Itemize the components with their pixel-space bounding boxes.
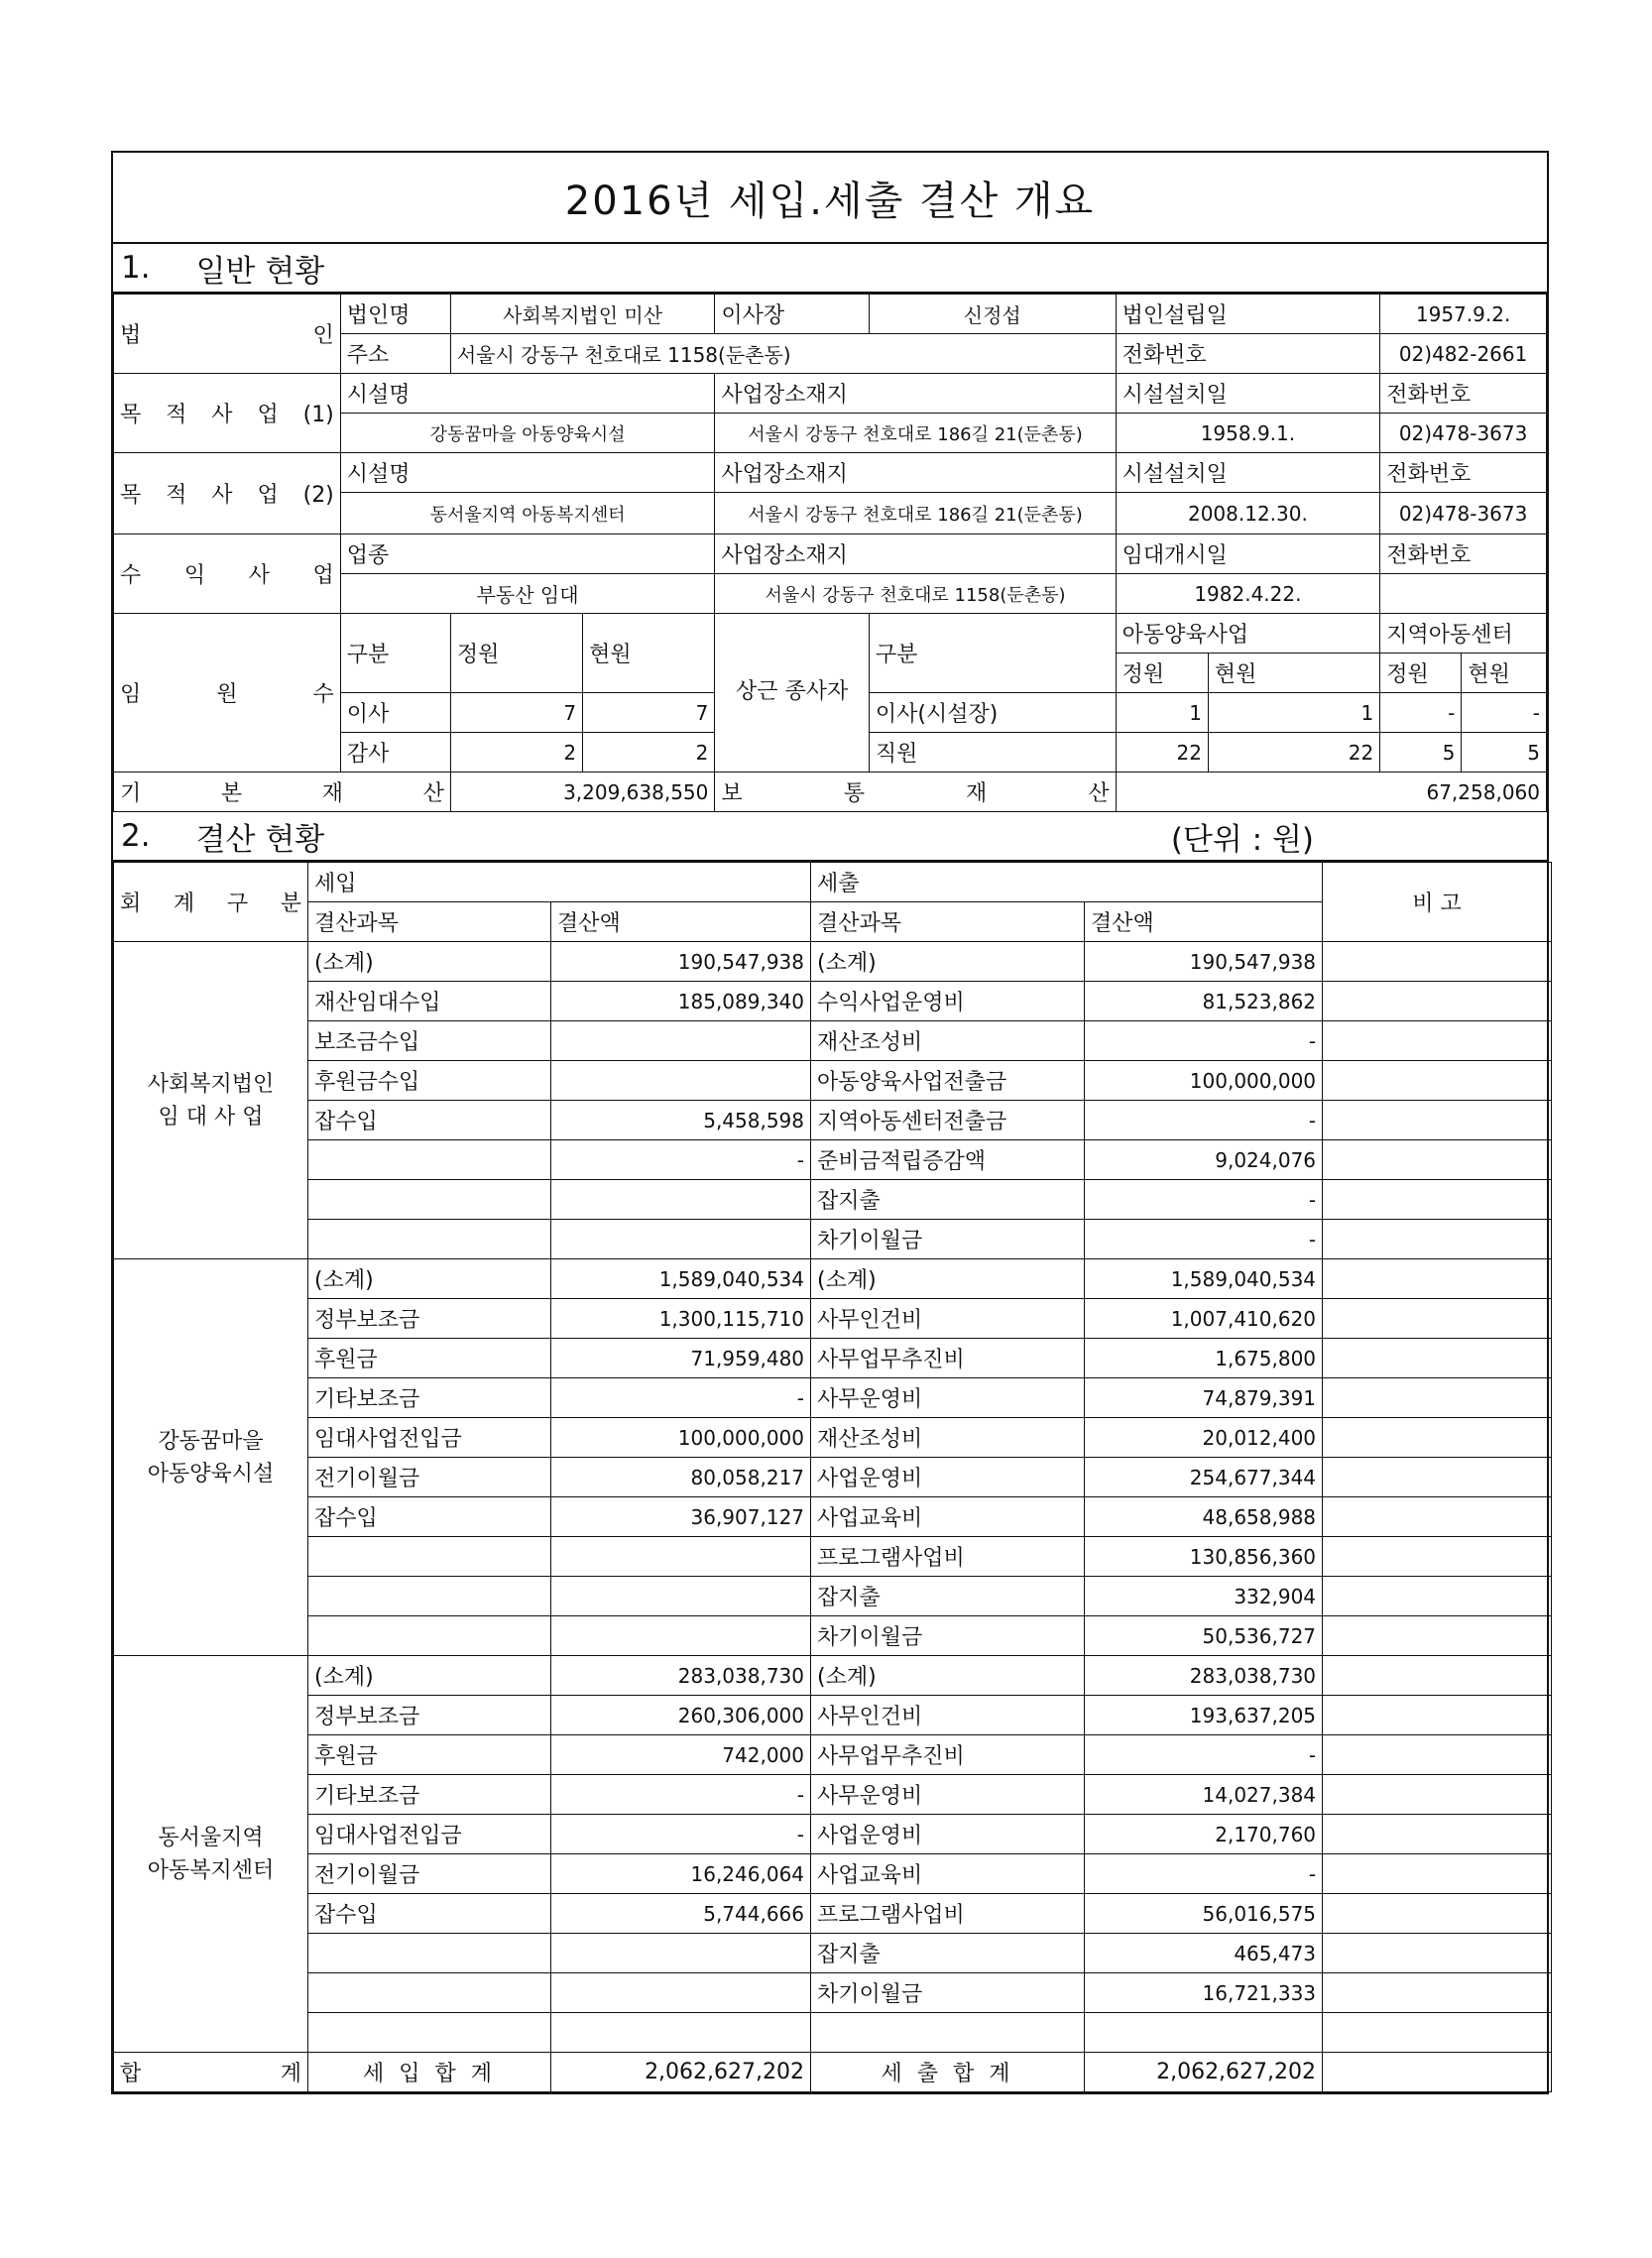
ledger-row (114, 1220, 1552, 1259)
revenue-subject: 잡수입 (308, 1497, 551, 1537)
staff-row2-fac1-current: 22 (1208, 733, 1379, 772)
expense-amount: 2,170,760 (1085, 1815, 1323, 1854)
note-cell (1323, 1259, 1552, 1299)
staff-row2-fac1-quota: 22 (1116, 733, 1208, 772)
expense-subject: 사무운영비 (811, 1378, 1085, 1418)
note-cell (1323, 982, 1552, 1021)
account-group-name-line1: 동서울지역 (158, 1825, 264, 1850)
expense-amount: 100,000,000 (1085, 1061, 1323, 1101)
unit-label: (단위 : 원) (1170, 821, 1314, 858)
basic-assets-value: 3,209,638,550 (450, 772, 715, 812)
ledger-row (114, 1458, 1552, 1497)
ledger-row (114, 1537, 1552, 1577)
revenue-amount: 5,744,666 (551, 1894, 811, 1934)
staff-row2-fac2-current: 5 (1462, 733, 1547, 772)
purpose1-phone-header: 전화번호 (1380, 374, 1547, 414)
note-cell (1323, 1497, 1552, 1537)
note-cell (1323, 1854, 1552, 1894)
purpose2-phone: 02)478-3673 (1380, 493, 1547, 535)
ledger-row (114, 1973, 1552, 2013)
expense-amount: 81,523,862 (1085, 982, 1323, 1021)
note-cell (1323, 1934, 1552, 1973)
revenue-amount: 1,589,040,534 (551, 1259, 811, 1299)
note-cell (1323, 1616, 1552, 1656)
basic-assets-label: 기 본 재 산 (114, 772, 451, 812)
expense-subject: 차기이월금 (811, 1220, 1085, 1259)
note-cell (1323, 1140, 1552, 1180)
expense-subject: 잡지출 (811, 1180, 1085, 1220)
purpose2-facility-name: 동서울지역 아동복지센터 (340, 493, 715, 535)
expense-subject (811, 2013, 1085, 2053)
purpose1-install-date: 1958.9.1. (1116, 414, 1380, 453)
purpose2-location: 서울시 강동구 천호대로 186길 21(둔촌동) (715, 493, 1116, 535)
revenue-subject: 기타보조금 (308, 1775, 551, 1815)
revenue-subject: (소계) (308, 1259, 551, 1299)
section-number: 1. (121, 250, 151, 286)
officers-label: 임 원 수 (114, 614, 341, 772)
ordinary-assets-value: 67,258,060 (1116, 772, 1546, 812)
revenue-total-label: 세 입 합 계 (308, 2053, 551, 2092)
revenue-amount: 100,000,000 (551, 1418, 811, 1458)
purpose1-phone: 02)478-3673 (1380, 414, 1547, 453)
purpose2-phone-header: 전화번호 (1380, 453, 1547, 493)
note-cell (1323, 1775, 1552, 1815)
ledger-row (114, 1616, 1552, 1656)
revenue-subject (308, 1973, 551, 2013)
revenue-amount: - (551, 1815, 811, 1854)
staff-row1-label: 이사(시설장) (869, 693, 1116, 733)
expense-subject: 차기이월금 (811, 1616, 1085, 1656)
section-settlement-heading (113, 812, 1547, 862)
expense-amount: 465,473 (1085, 1934, 1323, 1973)
expense-subject: 사업교육비 (811, 1497, 1085, 1537)
officers-row1-quota: 7 (450, 693, 582, 733)
note-cell (1323, 1180, 1552, 1220)
officers-row2-label: 감사 (340, 733, 450, 772)
ledger-row (114, 1180, 1552, 1220)
revenue-subject: 잡수입 (308, 1101, 551, 1140)
note-cell (1323, 1458, 1552, 1497)
revenue-subject: 전기이월금 (308, 1854, 551, 1894)
settlement-ledger (113, 862, 1552, 2092)
expense-amount (1085, 2013, 1323, 2053)
expense-amount: 254,677,344 (1085, 1458, 1323, 1497)
revenue-amount (551, 1616, 811, 1656)
corp-phone: 02)482-2661 (1380, 334, 1547, 374)
revenue-amount: 260,306,000 (551, 1696, 811, 1735)
ledger-row (114, 2013, 1552, 2053)
expense-amount: 16,721,333 (1085, 1973, 1323, 2013)
ledger-row (114, 1577, 1552, 1616)
corp-director-label: 이사장 (715, 295, 869, 334)
revenue-subject: 재산임대수입 (308, 982, 551, 1021)
revenue-subject (308, 1140, 551, 1180)
officers-gubun-header: 구분 (340, 614, 450, 693)
ledger-row (114, 1894, 1552, 1934)
expense-amount: 283,038,730 (1085, 1656, 1323, 1696)
ledger-row (114, 1259, 1552, 1299)
profit-phone-header: 전화번호 (1380, 535, 1547, 574)
staff-facility2-header: 지역아동센터 (1380, 614, 1547, 654)
ledger-row (114, 1656, 1552, 1696)
ledger-row (114, 1934, 1552, 1973)
purpose1-location: 서울시 강동구 천호대로 186길 21(둔촌동) (715, 414, 1116, 453)
profit-location-header: 사업장소재지 (715, 535, 1116, 574)
revenue-amount: 5,458,598 (551, 1101, 811, 1140)
note-header: 비 고 (1323, 863, 1552, 942)
expense-amount-header: 결산액 (1085, 902, 1323, 942)
expense-subject: 재산조성비 (811, 1021, 1085, 1061)
revenue-amount: 190,547,938 (551, 942, 811, 982)
expense-amount: 190,547,938 (1085, 942, 1323, 982)
purpose1-name-header: 시설명 (340, 374, 715, 414)
account-group-name (114, 942, 308, 1259)
expense-subject: 프로그램사업비 (811, 1894, 1085, 1934)
ledger-row (114, 1854, 1552, 1894)
expense-amount: 332,904 (1085, 1577, 1323, 1616)
expense-amount: 14,027,384 (1085, 1775, 1323, 1815)
expense-amount: - (1085, 1854, 1323, 1894)
ledger-row (114, 1140, 1552, 1180)
note-cell (1323, 942, 1552, 982)
note-cell (1323, 1973, 1552, 2013)
note-cell (1323, 1696, 1552, 1735)
ledger-row (114, 1775, 1552, 1815)
expense-subject: 수익사업운영비 (811, 982, 1085, 1021)
purpose1-label: 목 적 사 업 (1) (114, 374, 341, 453)
total-note (1323, 2053, 1552, 2092)
revenue-total: 2,062,627,202 (551, 2053, 811, 2092)
expense-amount: - (1085, 1180, 1323, 1220)
ledger-row (114, 1061, 1552, 1101)
general-status-table (113, 294, 1547, 812)
purpose2-date-header: 시설설치일 (1116, 453, 1380, 493)
purpose1-location-header: 사업장소재지 (715, 374, 1116, 414)
profit-start-date: 1982.4.22. (1116, 574, 1380, 614)
revenue-amount: 1,300,115,710 (551, 1299, 811, 1339)
expense-amount: 1,589,040,534 (1085, 1259, 1323, 1299)
expense-subject: (소계) (811, 942, 1085, 982)
expense-total-label: 세 출 합 계 (811, 2053, 1085, 2092)
note-cell (1323, 1061, 1552, 1101)
profit-business-type: 부동산 임대 (340, 574, 715, 614)
officers-quota-header: 정원 (450, 614, 582, 693)
expense-amount: 1,675,800 (1085, 1339, 1323, 1378)
revenue-amount (551, 1973, 811, 2013)
ledger-row (114, 1339, 1552, 1378)
expense-subject: 사무업무추진비 (811, 1339, 1085, 1378)
ledger-row (114, 1378, 1552, 1418)
ledger-row (114, 1497, 1552, 1537)
grand-total-label: 합 계 (114, 2053, 308, 2092)
section-general-heading (113, 244, 1547, 294)
revenue-amount: 36,907,127 (551, 1497, 811, 1537)
revenue-amount: 71,959,480 (551, 1339, 811, 1378)
corp-phone-label: 전화번호 (1116, 334, 1380, 374)
ledger-row (114, 942, 1552, 982)
expense-amount: 74,879,391 (1085, 1378, 1323, 1418)
note-cell (1323, 1299, 1552, 1339)
revenue-subject (308, 1220, 551, 1259)
officers-row2-quota: 2 (450, 733, 582, 772)
purpose2-install-date: 2008.12.30. (1116, 493, 1380, 535)
revenue-subject: 임대사업전입금 (308, 1815, 551, 1854)
revenue-subject: 보조금수입 (308, 1021, 551, 1061)
purpose1-date-header: 시설설치일 (1116, 374, 1380, 414)
staff-fac1-quota-header: 정원 (1116, 654, 1208, 693)
expense-subject: 사무운영비 (811, 1775, 1085, 1815)
purpose2-name-header: 시설명 (340, 453, 715, 493)
note-cell (1323, 1101, 1552, 1140)
profit-type-header: 업종 (340, 535, 715, 574)
officers-row1-label: 이사 (340, 693, 450, 733)
revenue-amount: 283,038,730 (551, 1656, 811, 1696)
expense-subject: 재산조성비 (811, 1418, 1085, 1458)
revenue-amount: 742,000 (551, 1735, 811, 1775)
ledger-row (114, 1021, 1552, 1061)
revenue-subject: 정부보조금 (308, 1696, 551, 1735)
staff-facility1-header: 아동양육사업 (1116, 614, 1380, 654)
note-cell (1323, 1656, 1552, 1696)
ledger-row (114, 1815, 1552, 1854)
expense-amount: 48,658,988 (1085, 1497, 1323, 1537)
corp-addr-label: 주소 (340, 334, 450, 374)
note-cell (1323, 1220, 1552, 1259)
account-group-name (114, 1656, 308, 2053)
revenue-amount (551, 1537, 811, 1577)
staff-row2-label: 직원 (869, 733, 1116, 772)
account-group-name-line2: 아동양육시설 (147, 1461, 275, 1486)
expense-amount: 9,024,076 (1085, 1140, 1323, 1180)
revenue-subject: 정부보조금 (308, 1299, 551, 1339)
expense-subject: (소계) (811, 1656, 1085, 1696)
staff-label: 상근 종사자 (715, 614, 869, 772)
expense-amount: 130,856,360 (1085, 1537, 1323, 1577)
account-group-name-line2: 아동복지센터 (147, 1857, 275, 1883)
account-group-name-line1: 사회복지법인 (147, 1071, 275, 1097)
purpose2-location-header: 사업장소재지 (715, 453, 1116, 493)
revenue-subject-header: 결산과목 (308, 902, 551, 942)
revenue-amount: 16,246,064 (551, 1854, 811, 1894)
expense-amount: - (1085, 1735, 1323, 1775)
revenue-amount: 80,058,217 (551, 1458, 811, 1497)
profit-location: 서울시 강동구 천호대로 1158(둔촌동) (715, 574, 1116, 614)
revenue-subject (308, 1577, 551, 1616)
revenue-amount (551, 1021, 811, 1061)
ledger-row (114, 1299, 1552, 1339)
ledger-row (114, 1101, 1552, 1140)
corp-established-label: 법인설립일 (1116, 295, 1380, 334)
corp-director: 신정섭 (869, 295, 1116, 334)
expense-amount: 56,016,575 (1085, 1894, 1323, 1934)
revenue-amount: - (551, 1378, 811, 1418)
corp-address: 서울시 강동구 천호대로 1158(둔촌동) (450, 334, 1116, 374)
expense-subject: (소계) (811, 1259, 1085, 1299)
note-cell (1323, 2013, 1552, 2053)
revenue-amount: - (551, 1140, 811, 1180)
document-title: 2016년 세입.세출 결산 개요 (113, 153, 1547, 244)
expense-amount: 50,536,727 (1085, 1616, 1323, 1656)
revenue-subject: (소계) (308, 942, 551, 982)
revenue-subject (308, 1537, 551, 1577)
revenue-subject: 후원금 (308, 1735, 551, 1775)
expense-amount: - (1085, 1101, 1323, 1140)
account-group-name-line2: 임 대 사 업 (158, 1104, 264, 1129)
revenue-subject: (소계) (308, 1656, 551, 1696)
profit-label: 수 익 사 업 (114, 535, 341, 614)
expense-subject: 사업교육비 (811, 1854, 1085, 1894)
revenue-amount (551, 1061, 811, 1101)
revenue-subject (308, 1616, 551, 1656)
expense-subject: 차기이월금 (811, 1973, 1085, 2013)
staff-fac2-current-header: 현원 (1462, 654, 1547, 693)
revenue-header: 세입 (308, 863, 811, 902)
revenue-subject (308, 1934, 551, 1973)
revenue-amount (551, 1180, 811, 1220)
revenue-amount (551, 1220, 811, 1259)
expense-amount: - (1085, 1220, 1323, 1259)
expense-subject: 잡지출 (811, 1934, 1085, 1973)
profit-date-header: 임대개시일 (1116, 535, 1380, 574)
note-cell (1323, 1339, 1552, 1378)
revenue-subject (308, 2013, 551, 2053)
expense-header: 세출 (811, 863, 1323, 902)
account-group-name-line1: 강동꿈마을 (158, 1428, 264, 1454)
ledger-row (114, 1418, 1552, 1458)
settlement-sheet (111, 151, 1549, 2094)
purpose1-facility-name: 강동꿈마을 아동양육시설 (340, 414, 715, 453)
staff-row2-fac2-quota: 5 (1380, 733, 1462, 772)
officers-current-header: 현원 (583, 614, 715, 693)
expense-subject: 준비금적립증감액 (811, 1140, 1085, 1180)
note-cell (1323, 1021, 1552, 1061)
revenue-subject: 임대사업전입금 (308, 1418, 551, 1458)
revenue-amount (551, 1577, 811, 1616)
expense-subject: 지역아동센터전출금 (811, 1101, 1085, 1140)
staff-row1-fac2-current: - (1462, 693, 1547, 733)
revenue-subject: 기타보조금 (308, 1378, 551, 1418)
profit-phone (1380, 574, 1547, 614)
note-cell (1323, 1815, 1552, 1854)
section-label: 결산 현황 (195, 821, 325, 858)
expense-amount: - (1085, 1021, 1323, 1061)
expense-subject: 사업운영비 (811, 1458, 1085, 1497)
staff-fac2-quota-header: 정원 (1380, 654, 1462, 693)
staff-fac1-current-header: 현원 (1208, 654, 1379, 693)
revenue-amount: 185,089,340 (551, 982, 811, 1021)
expense-subject: 잡지출 (811, 1577, 1085, 1616)
officers-row2-current: 2 (583, 733, 715, 772)
note-cell (1323, 1894, 1552, 1934)
staff-row1-fac2-quota: - (1380, 693, 1462, 733)
revenue-subject: 잡수입 (308, 1894, 551, 1934)
revenue-subject: 후원금 (308, 1339, 551, 1378)
revenue-subject (308, 1180, 551, 1220)
section-label: 일반 현황 (195, 253, 325, 290)
corp-group-label: 법 인 (114, 295, 341, 374)
corp-name: 사회복지법인 미산 (450, 295, 715, 334)
expense-amount: 193,637,205 (1085, 1696, 1323, 1735)
staff-gubun-header: 구분 (869, 614, 1116, 693)
expense-subject: 사무업무추진비 (811, 1735, 1085, 1775)
ledger-row (114, 1735, 1552, 1775)
account-category-header: 회 계 구 분 (114, 863, 308, 942)
note-cell (1323, 1378, 1552, 1418)
revenue-subject: 전기이월금 (308, 1458, 551, 1497)
staff-row1-fac1-quota: 1 (1116, 693, 1208, 733)
expense-amount: 1,007,410,620 (1085, 1299, 1323, 1339)
corp-name-label: 법인명 (340, 295, 450, 334)
section-number: 2. (121, 818, 151, 854)
officers-row1-current: 7 (583, 693, 715, 733)
purpose2-label: 목 적 사 업 (2) (114, 453, 341, 535)
expense-amount: 20,012,400 (1085, 1418, 1323, 1458)
expense-subject: 프로그램사업비 (811, 1537, 1085, 1577)
revenue-amount (551, 2013, 811, 2053)
note-cell (1323, 1418, 1552, 1458)
revenue-amount (551, 1934, 811, 1973)
corp-established: 1957.9.2. (1380, 295, 1547, 334)
staff-row1-fac1-current: 1 (1208, 693, 1379, 733)
expense-subject: 아동양육사업전출금 (811, 1061, 1085, 1101)
ordinary-assets-label: 보 통 재 산 (715, 772, 1116, 812)
revenue-subject: 후원금수입 (308, 1061, 551, 1101)
account-group-name (114, 1259, 308, 1656)
ledger-row (114, 982, 1552, 1021)
expense-subject: 사무인건비 (811, 1696, 1085, 1735)
expense-subject: 사무인건비 (811, 1299, 1085, 1339)
revenue-amount: - (551, 1775, 811, 1815)
expense-subject-header: 결산과목 (811, 902, 1085, 942)
expense-total: 2,062,627,202 (1085, 2053, 1323, 2092)
expense-subject: 사업운영비 (811, 1815, 1085, 1854)
ledger-row (114, 1696, 1552, 1735)
note-cell (1323, 1735, 1552, 1775)
note-cell (1323, 1577, 1552, 1616)
revenue-amount-header: 결산액 (551, 902, 811, 942)
note-cell (1323, 1537, 1552, 1577)
